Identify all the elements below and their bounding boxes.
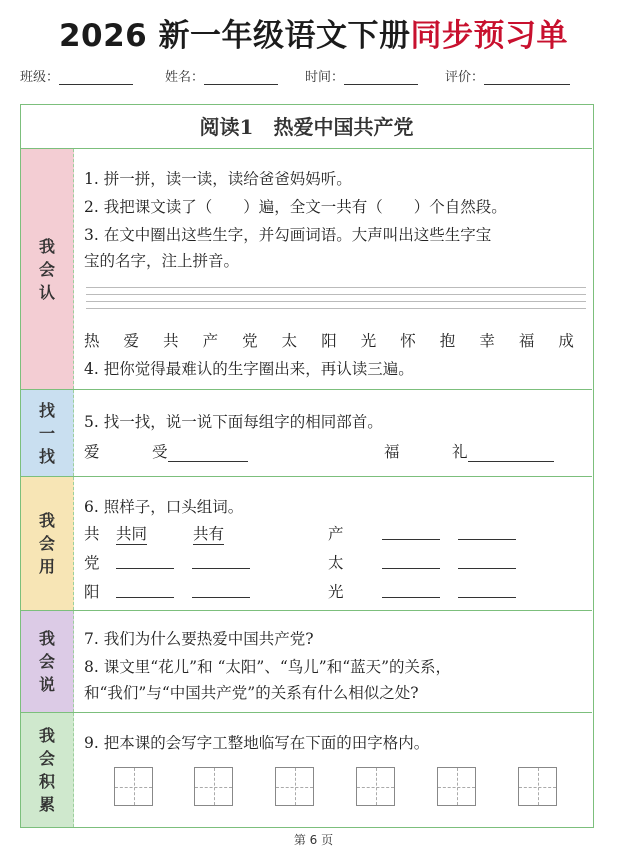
question-1: 1. 拼一拼，读一读，读给爸爸妈妈听。 [84, 170, 352, 188]
pinyin-line [86, 294, 586, 295]
question-8-line2: 和“我们”与“中国共产党”的关系有什么相似之处? [84, 684, 419, 702]
tianzige-grid[interactable] [275, 767, 314, 806]
question-4: 4. 把你觉得最难认的生字圈出来，再认读三遍。 [84, 360, 414, 378]
tianzige-grid[interactable] [518, 767, 557, 806]
radical-word: 爱 [84, 443, 100, 461]
section-content-recognize [84, 149, 586, 389]
section-label-accumulate: 我 会 积 累 [21, 713, 74, 827]
radical-word: 礼 [452, 440, 554, 462]
example-word: 共有 [193, 522, 224, 545]
example-character: 共 [84, 525, 100, 543]
time-field [305, 66, 418, 85]
title-main: 2026 新一年级语文下册 [58, 18, 411, 54]
word-character: 产 [328, 525, 344, 543]
worksheet-table [20, 104, 594, 828]
example-word: 共同 [116, 522, 147, 545]
eval-label: 评价： [445, 70, 485, 85]
class-field [20, 66, 133, 85]
section-accumulate [21, 713, 592, 827]
word-character: 阳 [84, 583, 100, 601]
question-5: 5. 找一找，说一说下面每组字的相同部首。 [84, 413, 383, 431]
radical-answer-blank[interactable] [168, 446, 248, 462]
section-label-speak: 我 会 说 [21, 611, 74, 712]
tianzige-grid[interactable] [194, 767, 233, 806]
question-6: 6. 照样子，口头组词。 [84, 498, 244, 516]
question-3-line2: 宝的名字，注上拼音。 [84, 252, 240, 270]
word-blank-pair [382, 551, 516, 569]
section-content-speak [84, 611, 586, 712]
section-content-use [84, 477, 586, 610]
radical-word: 受 [152, 440, 248, 462]
tianzige-grid[interactable] [437, 767, 476, 806]
pinyin-line [86, 308, 586, 309]
question-8-line1: 8. 课文里“花儿”和 “太阳”、“鸟儿”和“蓝天”的关系， [84, 658, 452, 676]
new-character: 太 [281, 332, 298, 350]
word-blank-pair [116, 580, 250, 598]
eval-blank[interactable] [484, 70, 570, 85]
tianzige-grid[interactable] [114, 767, 153, 806]
time-blank[interactable] [344, 70, 418, 85]
word-character: 太 [328, 554, 344, 572]
new-character: 阳 [321, 332, 337, 350]
section-label-use: 我 会 用 [21, 477, 74, 610]
section-label-find: 找 一 找 [21, 390, 74, 476]
question-7: 7. 我们为什么要热爱中国共产党? [84, 630, 314, 648]
new-character: 光 [360, 332, 377, 350]
lesson-title: 阅读1 热爱中国共产党 [21, 105, 592, 149]
time-label: 时间： [305, 70, 345, 85]
question-3-line1: 3. 在文中圈出这些生字，并勾画词语。大声叫出这些生字宝 [84, 226, 492, 244]
word-blank-pair [382, 580, 516, 598]
student-info-bar [20, 66, 610, 88]
new-character: 成 [558, 332, 574, 350]
word-character: 光 [328, 583, 344, 601]
new-character: 共 [163, 332, 179, 350]
new-character: 热 [84, 332, 100, 350]
new-character: 幸 [479, 332, 495, 350]
radical-word: 福 [384, 443, 400, 461]
class-label: 班级： [20, 70, 60, 85]
new-character: 抱 [439, 332, 456, 350]
new-character: 产 [202, 332, 219, 350]
word-character: 党 [84, 554, 100, 572]
worksheet-title [0, 10, 627, 55]
radical-answer-blank[interactable] [468, 446, 554, 462]
name-label: 姓名： [165, 70, 205, 85]
section-content-accumulate [84, 713, 586, 827]
word-blank-pair [382, 522, 516, 540]
name-field [165, 66, 278, 85]
new-characters-row [84, 329, 574, 351]
class-blank[interactable] [59, 70, 133, 85]
question-2: 2. 我把课文读了（ ）遍，全文一共有（ ）个自然段。 [84, 198, 507, 216]
question-9: 9. 把本课的会写字工整地临写在下面的田字格内。 [84, 734, 430, 752]
name-blank[interactable] [204, 70, 278, 85]
new-character: 福 [518, 332, 535, 350]
section-use [21, 477, 592, 611]
new-character: 爱 [123, 332, 140, 350]
title-accent: 同步预习单 [410, 18, 569, 54]
section-speak [21, 611, 592, 713]
page-number: 第 6 页 [293, 833, 334, 847]
tianzige-grid[interactable] [356, 767, 395, 806]
section-recognize [21, 149, 592, 390]
section-content-find [84, 390, 586, 476]
word-blank-pair [116, 551, 250, 569]
new-character: 党 [242, 332, 258, 350]
section-find [21, 390, 592, 477]
eval-field [445, 66, 570, 85]
pinyin-line[interactable] [86, 287, 586, 288]
section-label-recognize: 我 会 认 [21, 149, 74, 389]
new-character: 怀 [400, 332, 416, 350]
pinyin-line [86, 301, 586, 302]
